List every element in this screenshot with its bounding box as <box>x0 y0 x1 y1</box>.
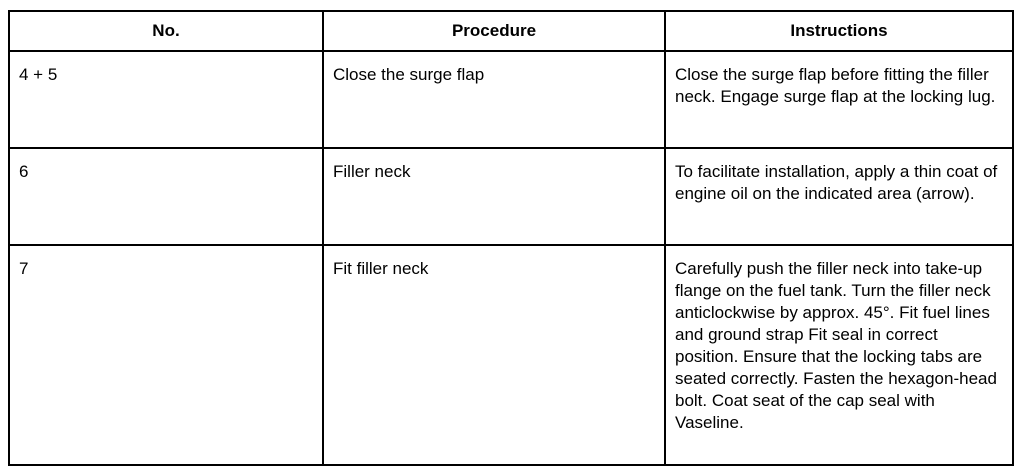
cell-instructions: To facilitate installation, apply a thin coat of engine oil on the indicated area (arrow). <box>665 148 1013 245</box>
cell-no: 6 <box>9 148 323 245</box>
table-row <box>9 245 1013 465</box>
table-header-row <box>9 11 1013 51</box>
cell-no: 4 + 5 <box>9 51 323 148</box>
procedure-table <box>8 10 1014 466</box>
header-no: No. <box>9 11 323 51</box>
cell-no: 7 <box>9 245 323 465</box>
header-instructions: Instructions <box>665 11 1013 51</box>
table-row <box>9 51 1013 148</box>
cell-instructions: Carefully push the filler neck into take-up flange on the fuel tank. Turn the filler neck anticlockwise by approx. 45°. Fit fuel lines and ground strap Fit seal in correct position. Ensure that the locking tabs are seated correctly. Fasten the hexagon-head bolt. Coat seat of the cap seal with Vaseline. <box>665 245 1013 465</box>
cell-procedure: Filler neck <box>323 148 665 245</box>
header-procedure: Procedure <box>323 11 665 51</box>
table-row <box>9 148 1013 245</box>
cell-instructions: Close the surge flap before fitting the filler neck. Engage surge flap at the locking lug. <box>665 51 1013 148</box>
cell-procedure: Close the surge flap <box>323 51 665 148</box>
cell-procedure: Fit filler neck <box>323 245 665 465</box>
